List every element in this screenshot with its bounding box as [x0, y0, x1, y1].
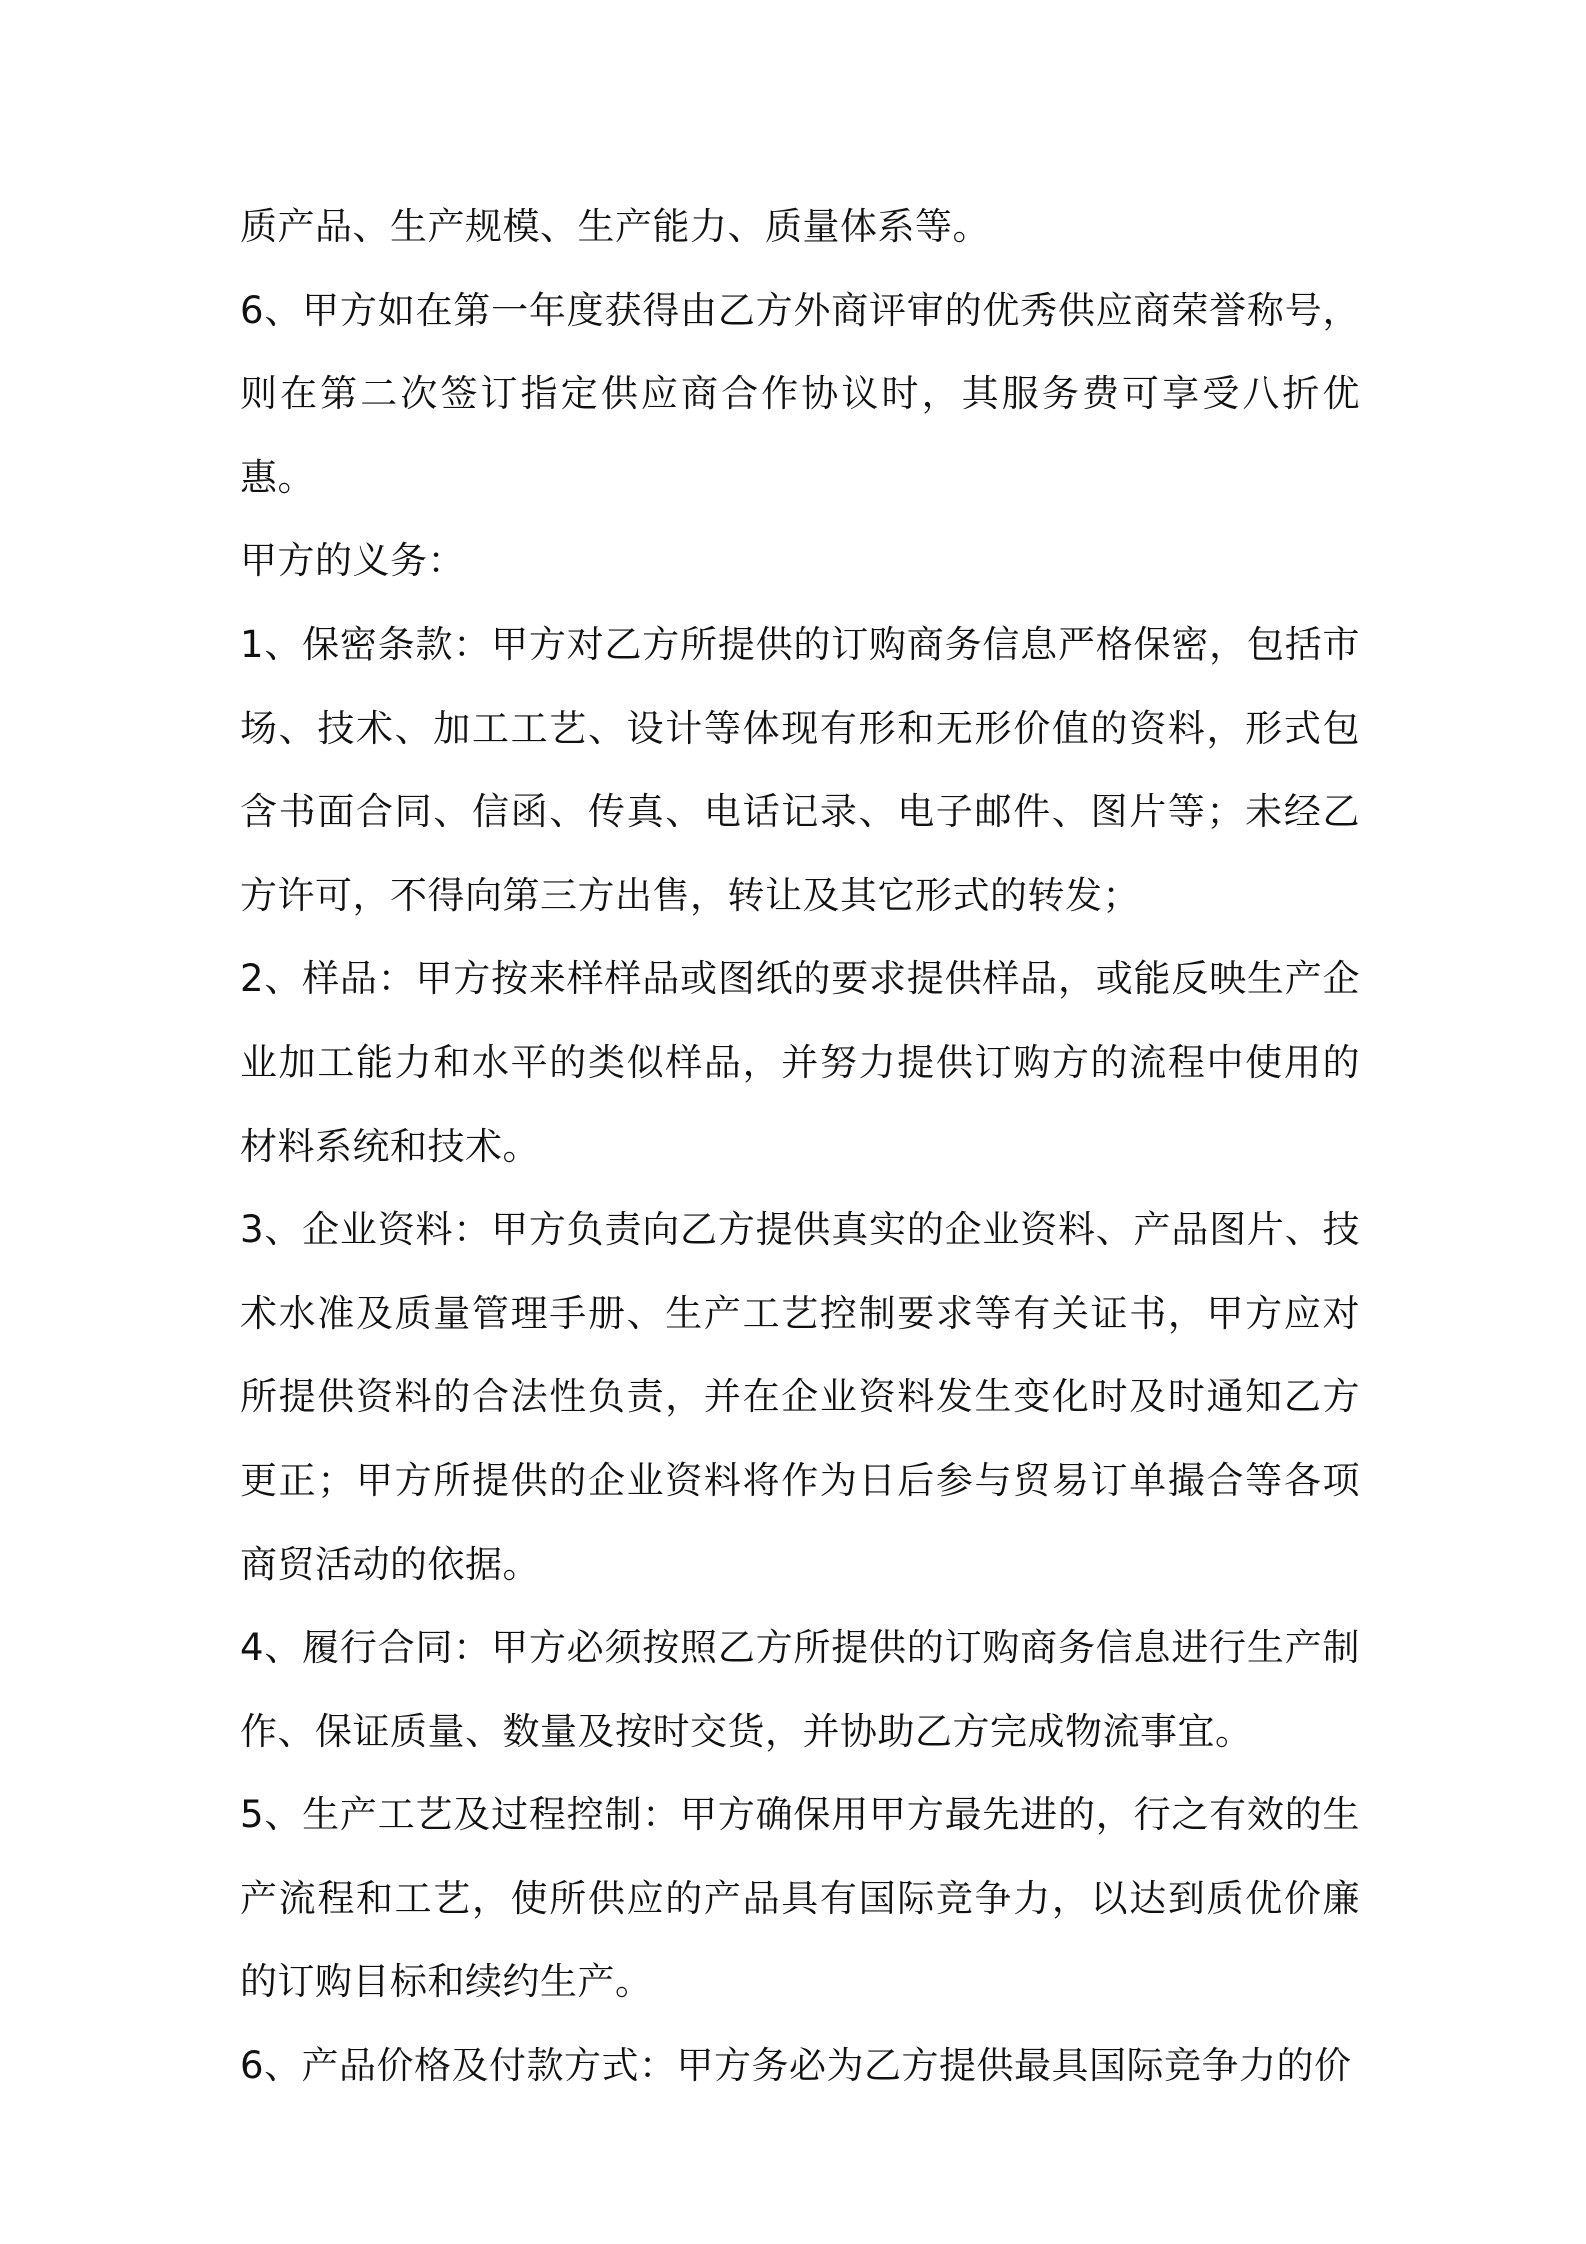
- paragraph-clause-1-confidentiality: 1、保密条款：甲方对乙方所提供的订购商务信息严格保密，包括市场、技术、加工工艺、设计等体现有形和无形价值的资料，形式包含书面合同、信函、传真、电话记录、电子邮件、图片等；未经乙方许可，不得向第三方出售，转让及其它形式的转发；: [240, 622, 1360, 917]
- paragraph-clause-3-company-info: 3、企业资料：甲方负责向乙方提供真实的企业资料、产品图片、技术水准及质量管理手册、生产工艺控制要求等有关证书，甲方应对所提供资料的合法性负责，并在企业资料发生变化时及时通知乙方更正；甲方所提供的企业资料将作为日后参与贸易订单撮合等各项商贸活动的依据。: [240, 1208, 1360, 1586]
- paragraph-continuation: 质产品、生产规模、生产能力、质量体系等。: [240, 205, 990, 248]
- paragraph-clause-6-pricing: 6、产品价格及付款方式：甲方务必为乙方提供最具国际竞争力的价: [240, 2044, 1352, 2088]
- paragraph-clause-5-process-control: 5、生产工艺及过程控制：甲方确保用甲方最先进的，行之有效的生产流程和工艺，使所供应的产品具有国际竞争力，以达到质优价廉的订购目标和续约生产。: [240, 1793, 1360, 2004]
- paragraph-clause-6-award: 6、甲方如在第一年度获得由乙方外商评审的优秀供应商荣誉称号，则在第二次签订指定供应商合作协议时，其服务费可享受八折优惠。: [240, 288, 1360, 499]
- paragraph-clause-4-contract-performance: 4、履行合同：甲方必须按照乙方所提供的订购商务信息进行生产制作、保证质量、数量及按时交货，并协助乙方完成物流事宜。: [240, 1626, 1360, 1753]
- section-heading-party-a-obligations: 甲方的义务：: [240, 539, 465, 583]
- paragraph-clause-2-samples: 2、样品：甲方按来样样品或图纸的要求提供样品，或能反映生产企业加工能力和水平的类似样品，并努力提供订购方的流程中使用的材料系统和技术。: [240, 957, 1360, 1168]
- document-body: [240, 185, 1360, 2108]
